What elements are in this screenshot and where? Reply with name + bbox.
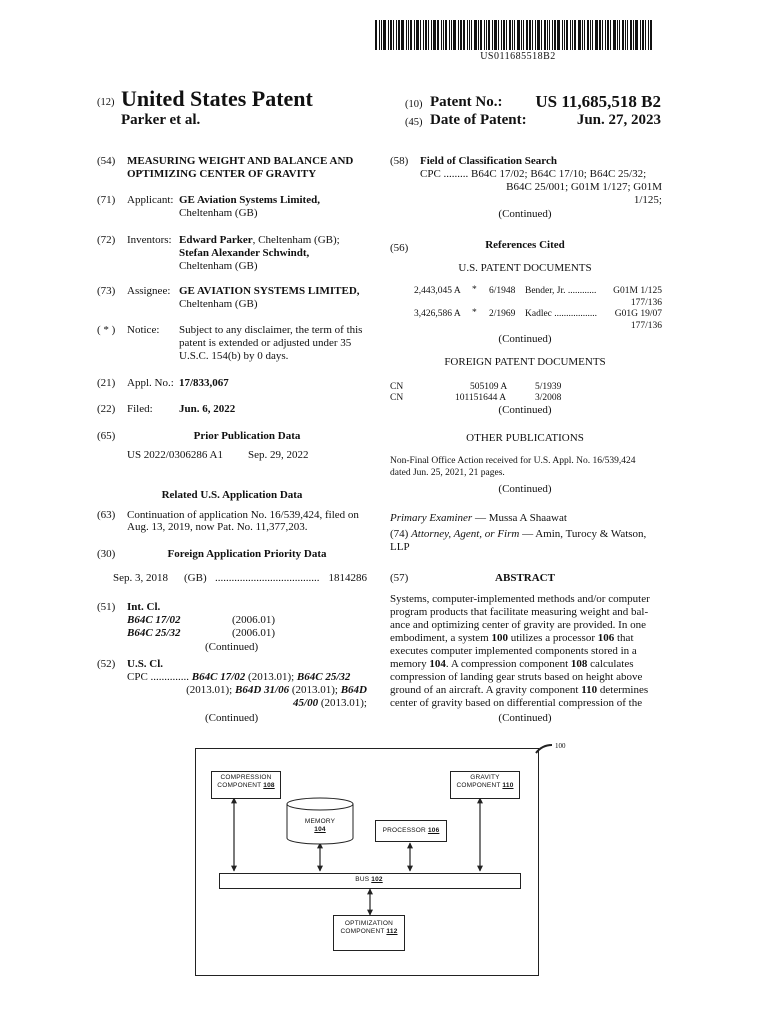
notice-line3: U.S.C. 154(b) by 0 days.	[179, 350, 289, 362]
invention-title-line1: MEASURING WEIGHT AND BALANCE AND	[127, 155, 354, 167]
ref2-class: G01G 19/07	[614, 309, 662, 319]
gravity-label-line2: COMPONENT 110	[456, 782, 514, 789]
field-search-line3: 1/125;	[633, 194, 662, 206]
code-30: (30)	[97, 548, 116, 560]
code-54: (54)	[97, 155, 116, 167]
ref2-class2: 177/136	[630, 321, 662, 331]
code-45: (45)	[405, 117, 423, 128]
code-56: (56)	[390, 242, 409, 254]
notice-label: Notice:	[127, 324, 160, 336]
int-cl-continued: (Continued)	[205, 641, 259, 653]
processor-number: 106	[427, 827, 440, 834]
other-publications-title: OTHER PUBLICATIONS	[466, 432, 584, 444]
continuation-line1: Continuation of application No. 16/539,424, filed on	[127, 509, 359, 521]
gravity-component-box	[450, 771, 520, 799]
inventor-2: Stefan Alexander Schwindt,	[179, 247, 310, 259]
field-search-title: Field of Classification Search	[420, 155, 557, 167]
abstract-line9: center of gravity based on differential compression of the	[390, 697, 643, 709]
ref1-class: G01M 1/125	[613, 286, 662, 296]
ref2-date: 2/1969	[489, 309, 516, 319]
assignee-name: GE AVIATION SYSTEMS LIMITED,	[179, 285, 360, 297]
us-patent-documents-title: U.S. PATENT DOCUMENTS	[458, 262, 592, 274]
notice-line2: patent is extended or adjusted under 35	[179, 337, 352, 349]
other-pub-line2: dated Jun. 25, 2021, 21 pages.	[390, 468, 505, 478]
compression-component-box	[211, 771, 281, 799]
optimization-label-line1: OPTIMIZATION	[344, 920, 394, 927]
field-search-line1: CPC ......... B64C 17/02; B64C 17/10; B64C 25/32;	[420, 168, 647, 180]
code-63: (63)	[97, 509, 116, 521]
abstract-continued: (Continued)	[498, 712, 552, 724]
ref1-class2: 177/136	[630, 298, 662, 308]
compression-label-line1: COMPRESSION	[220, 774, 272, 781]
foreign1-number: 505109 A	[470, 382, 508, 392]
abstract-line1: Systems, computer-implemented methods and/or computer	[390, 593, 650, 605]
foreign-priority-title: Foreign Application Priority Data	[167, 548, 327, 560]
int-cl-2-version: (2006.01)	[232, 627, 276, 639]
optimization-label-line2: COMPONENT 112	[340, 928, 398, 935]
foreign-refs-continued: (Continued)	[498, 404, 552, 416]
foreign1-date: 5/1939	[535, 382, 562, 392]
code-12: (12)	[97, 97, 115, 108]
priority-date: Sep. 3, 2018	[113, 572, 168, 584]
code-72: (72)	[97, 234, 116, 246]
abstract-line3: ance and optimizing center of gravity are provided. In one	[390, 619, 646, 631]
us-cl-line2: (2013.01); B64D 31/06 (2013.01); B64D	[186, 684, 367, 696]
foreign-docs-title: FOREIGN PATENT DOCUMENTS	[444, 356, 606, 368]
assignee-label: Assignee:	[127, 285, 171, 297]
applicant-name: GE Aviation Systems Limited,	[179, 194, 320, 206]
foreign2-number: 101151644 A	[455, 393, 507, 403]
processor-label: PROCESSOR	[382, 827, 428, 834]
ref1-date: 6/1948	[489, 286, 516, 296]
code-51: (51)	[97, 601, 116, 613]
inventors-label: Inventors:	[127, 234, 172, 246]
code-21: (21)	[97, 377, 116, 389]
int-cl-title: Int. Cl.	[127, 601, 161, 613]
attorney: (74) Attorney, Agent, or Firm — Amin, Turocy & Watson,	[390, 528, 647, 540]
appl-no-label: Appl. No.:	[127, 377, 174, 389]
foreign2-country: CN	[390, 393, 404, 403]
code-52: (52)	[97, 658, 116, 670]
foreign2-date: 3/2008	[535, 393, 562, 403]
code-22: (22)	[97, 403, 116, 415]
assignee-location: Cheltenham (GB)	[179, 298, 258, 310]
abstract-line2: program products that facilitate measuring weight and bal-	[390, 606, 649, 618]
abstract-line8: ground of an aircraft. A gravity component 110 determines	[390, 684, 649, 696]
code-57: (57)	[390, 572, 409, 584]
patent-date: Jun. 27, 2023	[576, 112, 661, 128]
continuation-line2: Aug. 13, 2019, now Pat. No. 11,377,203.	[127, 521, 308, 533]
patent-no: US 11,685,518 B2	[535, 92, 661, 111]
optimization-component-box	[333, 915, 405, 951]
filed-date: Jun. 6, 2022	[179, 403, 236, 415]
notice-code: ( * )	[97, 324, 116, 336]
gravity-label-line1: GRAVITY	[470, 774, 500, 781]
code-73: (73)	[97, 285, 116, 297]
ref2-star: *	[472, 308, 477, 318]
us-cl-line1: CPC .............. B64C 17/02 (2013.01); B64C 25/32	[127, 671, 351, 683]
prior-publication-number: US 2022/0306286 A1	[127, 449, 223, 461]
abstract-line5: executes computer implemented components stored in a	[390, 645, 637, 657]
priority-number: 1814286	[328, 572, 367, 584]
us-cl-line3: 45/00 (2013.01);	[293, 697, 367, 709]
code-65: (65)	[97, 430, 116, 442]
barcode	[375, 20, 661, 50]
primary-examiner: Primary Examiner — Mussa A Shaawat	[390, 512, 567, 524]
memory-label-line1: MEMORY	[304, 818, 336, 825]
date-label: Date of Patent:	[430, 112, 527, 128]
related-data-title: Related U.S. Application Data	[161, 489, 303, 501]
abstract-line4: embodiment, a system 100 utilizes a processor 106 that	[390, 632, 634, 644]
memory-label-line2: 104	[314, 826, 326, 833]
code-10: (10)	[405, 99, 423, 110]
ref2-name: Kadlec ..................	[525, 309, 598, 319]
inventor-2-location: Cheltenham (GB)	[179, 260, 258, 272]
int-cl-1-version: (2006.01)	[232, 614, 276, 626]
int-cl-1: B64C 17/02	[127, 614, 181, 626]
abstract-line6: memory 104. A compression component 108 calculates	[390, 658, 634, 670]
abstract-title: ABSTRACT	[495, 572, 555, 584]
other-pub-line1: Non-Final Office Action received for U.S. Appl. No. 16/539,424	[390, 456, 636, 466]
patent-title: United States Patent	[121, 86, 313, 111]
other-pub-continued: (Continued)	[498, 483, 552, 495]
references-title: References Cited	[485, 239, 565, 251]
processor-box	[375, 820, 447, 842]
ref1-number: 2,443,045 A	[414, 286, 461, 296]
barcode-number: US011685518B2	[480, 51, 556, 62]
priority-country: (GB)	[184, 572, 207, 584]
foreign1-country: CN	[390, 382, 404, 392]
applicant-location: Cheltenham (GB)	[179, 207, 258, 219]
bus-label: BUS 102	[355, 876, 383, 883]
us-cl-continued: (Continued)	[205, 712, 259, 724]
notice-line1: Subject to any disclaimer, the term of this	[179, 324, 363, 336]
code-58: (58)	[390, 155, 409, 167]
filed-label: Filed:	[127, 403, 153, 415]
priority-dots: ......................................	[215, 572, 320, 584]
field-search-continued: (Continued)	[498, 208, 552, 220]
appl-no: 17/833,067	[179, 377, 229, 389]
abstract-line7: compression of landing gear struts based on height above	[390, 671, 643, 683]
field-search-line2: B64C 25/001; G01M 1/127; G01M	[506, 181, 662, 193]
us-cl-title: U.S. Cl.	[127, 658, 164, 670]
ref1-name: Bender, Jr. ............	[525, 286, 597, 296]
ref1-star: *	[472, 285, 477, 295]
patent-no-label: Patent No.:	[430, 94, 503, 110]
int-cl-2: B64C 25/32	[127, 627, 181, 639]
us-refs-continued: (Continued)	[498, 333, 552, 345]
invention-title-line2: OPTIMIZING CENTER OF GRAVITY	[127, 168, 317, 180]
attorney-line2: LLP	[390, 541, 410, 553]
code-71: (71)	[97, 194, 116, 206]
prior-publication-date: Sep. 29, 2022	[248, 449, 309, 461]
applicant-label: Applicant:	[127, 194, 174, 206]
ref2-number: 3,426,586 A	[414, 309, 461, 319]
patent-authors: Parker et al.	[121, 112, 201, 128]
prior-publication-title: Prior Publication Data	[193, 430, 301, 442]
inventor-1: Edward Parker, Cheltenham (GB);	[179, 234, 340, 246]
compression-label-line2: COMPONENT 108	[217, 782, 275, 789]
memory-label	[295, 818, 345, 834]
figure-ref-number: 100	[555, 742, 566, 750]
